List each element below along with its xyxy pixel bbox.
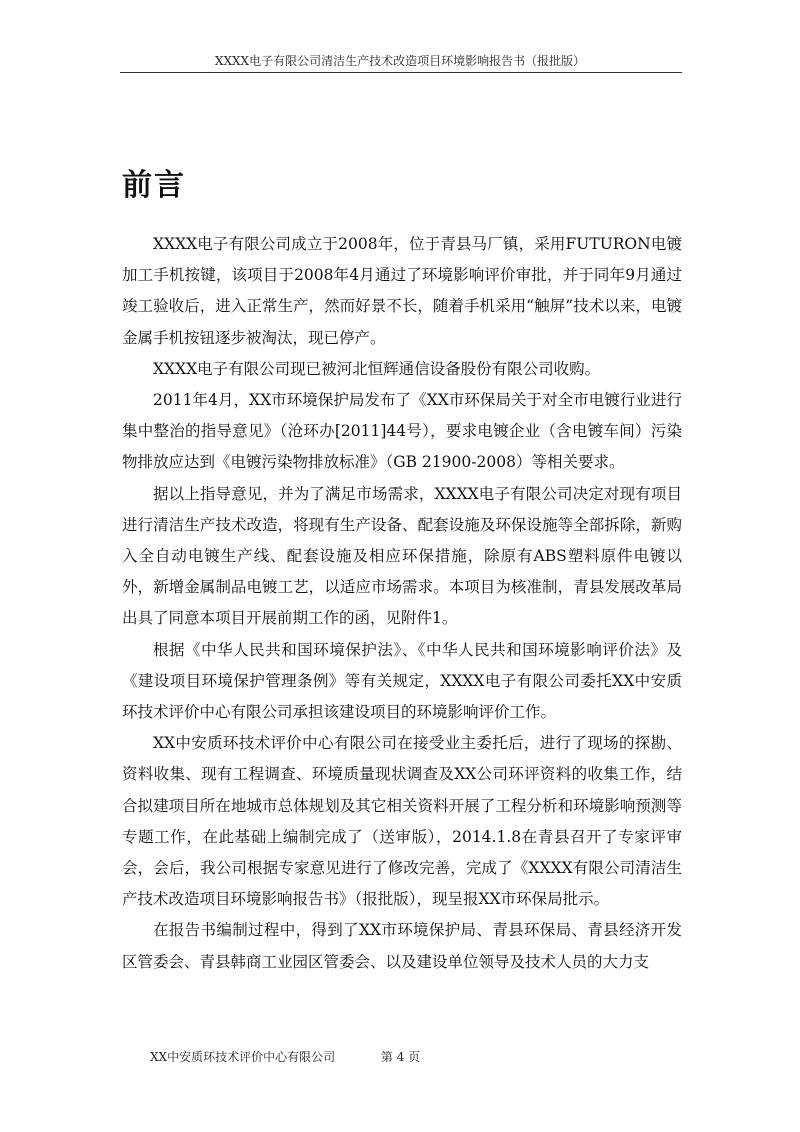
header-divider: [120, 72, 682, 73]
document-body: [122, 229, 682, 978]
running-header: XXXX电子有限公司清洁生产技术改造项目环境影响报告书（报批版）: [214, 54, 586, 68]
section-heading: 前言: [122, 168, 186, 203]
paragraph: XX中安质环技术评价中心有限公司在接受业主委托后，进行了现场的探勘、资料收集、现有工程调查、环境质量现状调查及XX公司环评资料的收集工作，结合拟建项目所在地城市总体规划及其它相关资料开展了工程分析和环境影响预测等专题工作，在此基础上编制完成了（送审版），2014.1.8在青县召开了专家评审会，会后，我公司根据专家意见进行了修改完善，完成了《XXXX有限公司清洁生产技术改造项目环境影响报告书》（报批版），现呈报XX市环保局批示。: [122, 734, 682, 909]
paragraph: XXXX电子有限公司成立于2008年，位于青县马厂镇，采用FUTURON电镀加工手机按键，该项目于2008年4月通过了环境影响评价审批，并于同年9月通过竣工验收后，进入正常生产，然而好景不长，随着手机采用“触屏”技术以来，电镀金属手机按钮逐步被淘汰，现已停产。: [122, 235, 682, 347]
paragraph: 2011年4月，XX市环境保护局发布了《XX市环保局关于对全市电镀行业进行集中整治的指导意见》（沧环办[2011]44号），要求电镀企业（含电镀车间）污染物排放应达到《电镀污染物排放标准》（GB 21900-2008）等相关要求。: [122, 391, 682, 472]
page-footer: [150, 1048, 420, 1065]
footer-organization: XX中安质环技术评价中心有限公司: [150, 1050, 336, 1064]
paragraph: 在报告书编制过程中，得到了XX市环境保护局、青县环保局、青县经济开发区管委会、青县韩商工业园区管委会、以及建设单位领导及技术人员的大力支: [122, 921, 682, 971]
page-number: 第 4 页: [380, 1050, 421, 1064]
paragraph: 据以上指导意见，并为了满足市场需求，XXXX电子有限公司决定对现有项目进行清洁生产技术改造，将现有生产设备、配套设施及环保设施等全部拆除，新购入全自动电镀生产线、配套设施及相应环保措施，除原有ABS塑料原件电镀以外，新增金属制品电镀工艺，以适应市场需求。本项目为核准制，青县发展改革局出具了同意本项目开展前期工作的函，见附件1。: [122, 484, 682, 628]
paragraph: 根据《中华人民共和国环境保护法》、《中华人民共和国环境影响评价法》及《建设项目环境保护管理条例》等有关规定，XXXX电子有限公司委托XX中安质环技术评价中心有限公司承担该建设项目的环境影响评价工作。: [122, 640, 682, 722]
paragraph: XXXX电子有限公司现已被河北恒辉通信设备股份有限公司收购。: [153, 359, 601, 378]
